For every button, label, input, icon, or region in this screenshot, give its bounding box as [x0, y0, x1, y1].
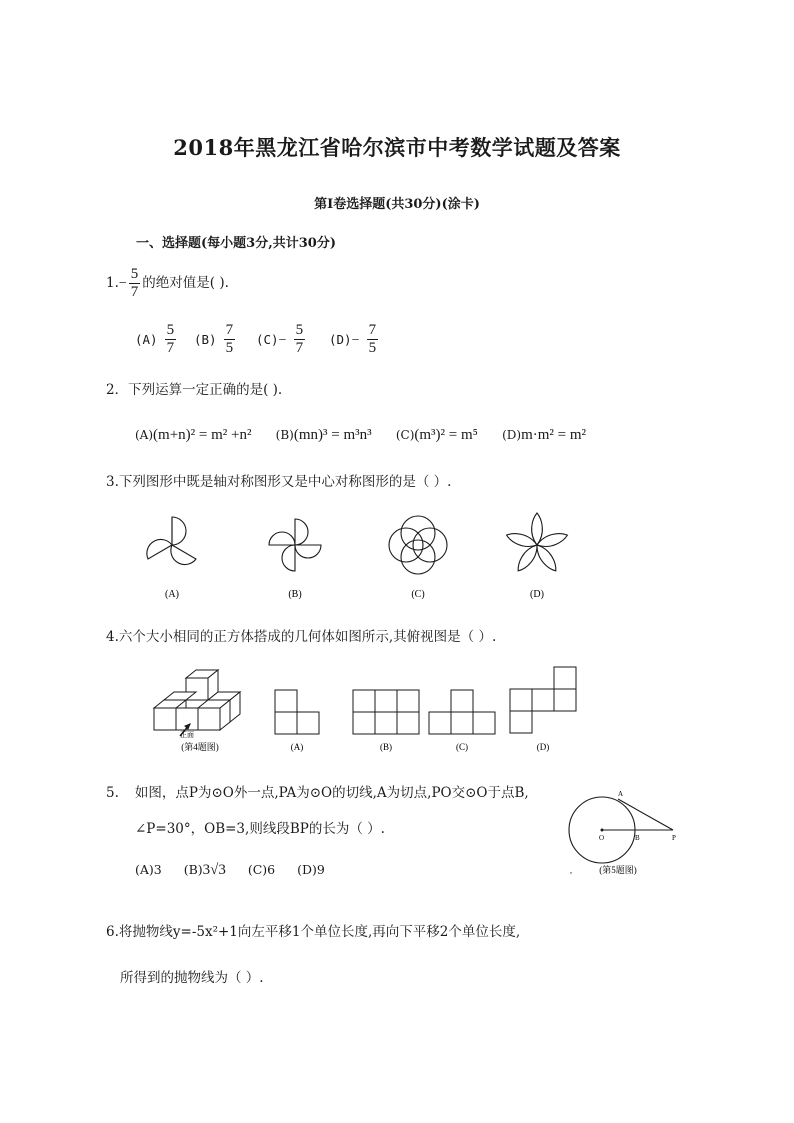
q2-option-c-label: (C): [395, 428, 415, 442]
q5-option-b-label: (B): [183, 862, 203, 877]
q4-option-a-figure[interactable]: [275, 690, 319, 734]
question-5-line-2: ∠P=30°，OB=3,则线段BP的长为（ ）.: [135, 821, 385, 837]
q5-option-d[interactable]: (D)9: [297, 862, 325, 877]
q1-option-c[interactable]: [256, 322, 307, 357]
q5-options: [135, 862, 325, 879]
q5-option-b-value: 3√3: [202, 862, 226, 878]
section-heading: 一、选择题(每小题3分,共计30分): [136, 236, 336, 251]
q2-options: [135, 424, 586, 444]
question-6-line-2: 所得到的抛物线为（ ）.: [120, 970, 264, 986]
q5-label-b: B: [635, 834, 640, 842]
q5-figure: [560, 785, 690, 880]
q1-number: 1.: [106, 275, 119, 291]
q1-option-a-den: 7: [166, 340, 175, 356]
q5-label-o: O: [599, 834, 605, 842]
q5-label-p: P: [672, 834, 676, 842]
q4-label-c: (C): [456, 742, 468, 752]
q3-label-a: (A): [165, 589, 179, 600]
question-5-line-1: [106, 781, 529, 801]
q2-option-d-expr: m·m² = m²: [521, 427, 587, 443]
q2-option-a-label: (A): [135, 428, 154, 442]
q1-option-d-den: 5: [368, 340, 377, 356]
question-1: [106, 266, 229, 301]
page-title: 2018年黑龙江省哈尔滨市中考数学试题及答案: [173, 135, 621, 160]
q3-figure-c-four-circles[interactable]: [389, 516, 447, 574]
q2-option-d-label: (D): [502, 428, 522, 442]
q4-label-d: (D): [536, 742, 550, 752]
q5-dot: ,: [570, 866, 572, 875]
q1-option-b[interactable]: [194, 322, 237, 357]
q5-caption: (第5题图): [599, 865, 637, 875]
q4-option-c-figure[interactable]: [429, 690, 495, 734]
q3-figure-b-pinwheel-4[interactable]: [269, 519, 321, 571]
q1-option-b-fraction: [224, 322, 236, 357]
q5-option-a[interactable]: (A)3: [135, 862, 162, 877]
q4-caption: (第4题图): [181, 742, 219, 752]
q3-label-c: (C): [411, 589, 425, 600]
q3-figures: [130, 505, 580, 605]
q3-label-d: (D): [530, 589, 544, 600]
q1-fraction: [129, 266, 141, 301]
part-heading: 第Ⅰ卷选择题(共30分)(涂卡): [314, 197, 480, 212]
q1-option-d-fraction: [367, 322, 379, 357]
q1-option-c-den: 7: [295, 340, 304, 356]
q2-option-a[interactable]: [135, 424, 251, 443]
q2-option-b[interactable]: [276, 424, 372, 443]
q2-option-b-expr: (mn)³ = m³n³: [293, 427, 372, 443]
q1-option-d-num: 7: [368, 322, 377, 338]
q1-option-c-fraction: [294, 322, 306, 357]
q4-label-b: (B): [380, 742, 392, 752]
q2-option-c[interactable]: [396, 424, 478, 443]
q1-option-d-sign: −: [351, 333, 360, 348]
q4-option-d-figure[interactable]: [510, 667, 576, 733]
q2-option-b-label: (B): [275, 428, 294, 442]
q2-option-c-expr: (m³)² = m⁵: [414, 427, 478, 443]
question-2: 2．下列运算一定正确的是( ).: [106, 382, 283, 398]
q1-option-a[interactable]: [135, 322, 178, 357]
q1-option-c-sign: −: [278, 333, 287, 348]
q1-option-d-label: (D): [329, 332, 352, 347]
q3-label-b: (B): [288, 589, 302, 600]
q4-figures: [150, 660, 590, 755]
q5-number: 5.: [106, 785, 119, 801]
q4-label-a: (A): [290, 742, 304, 752]
q1-option-a-fraction: [165, 322, 177, 357]
q1-option-a-label: (A): [135, 332, 158, 347]
q3-figure-a-pinwheel-3[interactable]: [147, 517, 196, 565]
q4-front-label: 正面: [180, 731, 194, 739]
q1-option-b-num: 7: [225, 322, 234, 338]
q1-option-c-num: 5: [295, 322, 304, 338]
question-4: 4.六个大小相同的正方体搭成的几何体如图所示,其俯视图是（ ）.: [106, 629, 497, 645]
q1-stem: 的绝对值是( ).: [142, 275, 229, 291]
q1-option-a-num: 5: [166, 322, 175, 338]
q1-denominator: 7: [130, 284, 139, 300]
q5-option-b[interactable]: [184, 862, 226, 877]
q4-option-b-figure[interactable]: [353, 690, 419, 734]
question-3: 3.下列图形中既是轴对称图形又是中心对称图形的是（ ）.: [106, 474, 452, 490]
q1-option-c-label: (C): [256, 332, 279, 347]
q2-option-a-expr: (m+n)² = m² +n²: [153, 427, 252, 443]
q1-option-b-den: 5: [225, 340, 234, 356]
q1-option-b-label: (B): [194, 332, 217, 347]
q5-label-a: A: [618, 790, 624, 798]
q4-solid-figure: [154, 670, 240, 730]
q2-option-d[interactable]: [502, 424, 586, 443]
q1-sign: −: [118, 276, 127, 291]
q5-stem-line1: 如图，点P为⊙O外一点,PA为⊙O的切线,A为切点,PO交⊙O于点B,: [134, 785, 529, 801]
q1-numerator: 5: [130, 266, 139, 282]
q3-figure-d-five-petals[interactable]: [505, 513, 569, 574]
q1-option-d[interactable]: [329, 322, 380, 357]
q5-tangent-pa: [618, 799, 673, 830]
q5-option-c[interactable]: (C)6: [247, 862, 276, 877]
question-6-line-1: 6.将抛物线y=-5x²+1向左平移1个单位长度,再向下平移2个单位长度,: [106, 924, 521, 940]
